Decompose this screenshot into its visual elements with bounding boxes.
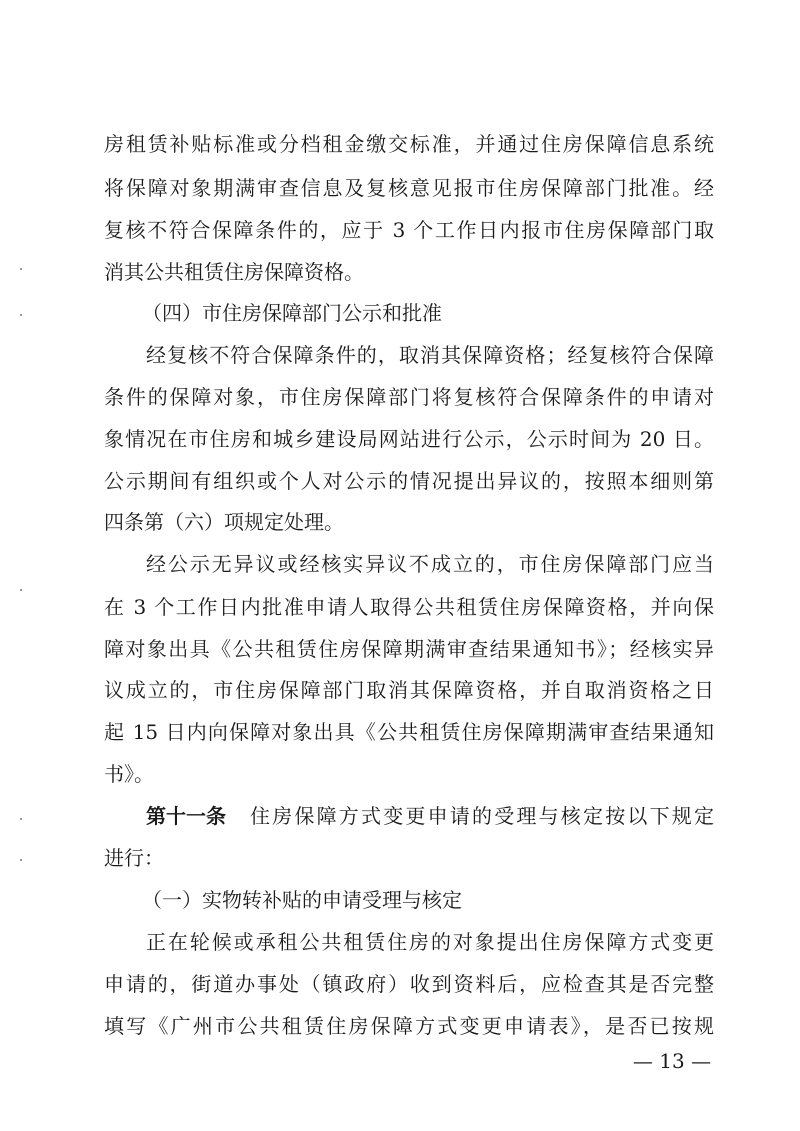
- body-line: 条件的保障对象，市住房保障部门将复核符合保障条件的申请对: [104, 385, 714, 409]
- body-line: 填写《广州市公共租赁住房保障方式变更申请表》，是否已按规: [104, 1014, 714, 1038]
- section-heading: （四）市住房保障部门公示和批准: [142, 301, 442, 325]
- body-line: 消其公共租赁住房保障资格。: [104, 260, 364, 284]
- body-line: 起 15 日内向保障对象出具《公共租赁住房保障期满审查结果通知: [104, 720, 714, 744]
- section-heading: （一）实物转补贴的申请受理与核定: [142, 888, 462, 912]
- body-line: 障对象出具《公共租赁住房保障期满审查结果通知书》；经核实异: [104, 637, 714, 661]
- body-line: 书》。: [104, 762, 154, 786]
- scan-speck: [20, 818, 22, 820]
- body-line: 象情况在市住房和城乡建设局网站进行公示，公示时间为 20 日。: [104, 427, 714, 451]
- page-number: — 13 —: [632, 1049, 712, 1073]
- body-line: 申请的，街道办事处（镇政府）收到资料后，应检查其是否完整: [104, 972, 714, 996]
- scan-speck: [20, 268, 22, 270]
- body-line: 将保障对象期满审查信息及复核意见报市住房保障部门批准。经: [104, 176, 714, 200]
- body-line: 在 3 个工作日内批准申请人取得公共租赁住房保障资格，并向保: [104, 595, 714, 619]
- article-text: 住房保障方式变更申请的受理与核定按以下规定: [250, 804, 714, 828]
- body-line: 进行：: [104, 846, 164, 870]
- body-line: 复核不符合保障条件的，应于 3 个工作日内报市住房保障部门取: [104, 218, 714, 242]
- scan-speck: [20, 314, 22, 316]
- body-line: 公示期间有组织或个人对公示的情况提出异议的，按照本细则第: [104, 469, 714, 493]
- article-heading: 第十一条: [146, 804, 226, 828]
- scan-speck: [20, 859, 22, 861]
- body-line: 四条第（六）项规定处理。: [104, 510, 344, 534]
- body-line: 正在轮候或承租公共租赁住房的对象提出住房保障方式变更: [146, 930, 714, 954]
- article-line: [146, 803, 714, 829]
- body-line: 议成立的，市住房保障部门取消其保障资格，并自取消资格之日: [104, 678, 714, 702]
- body-line: 经复核不符合保障条件的，取消其保障资格；经复核符合保障: [146, 343, 714, 367]
- body-line: 经公示无异议或经核实异议不成立的，市住房保障部门应当: [146, 552, 714, 576]
- body-line: 房租赁补贴标准或分档租金缴交标准，并通过住房保障信息系统: [104, 132, 714, 156]
- scan-speck: [20, 589, 22, 591]
